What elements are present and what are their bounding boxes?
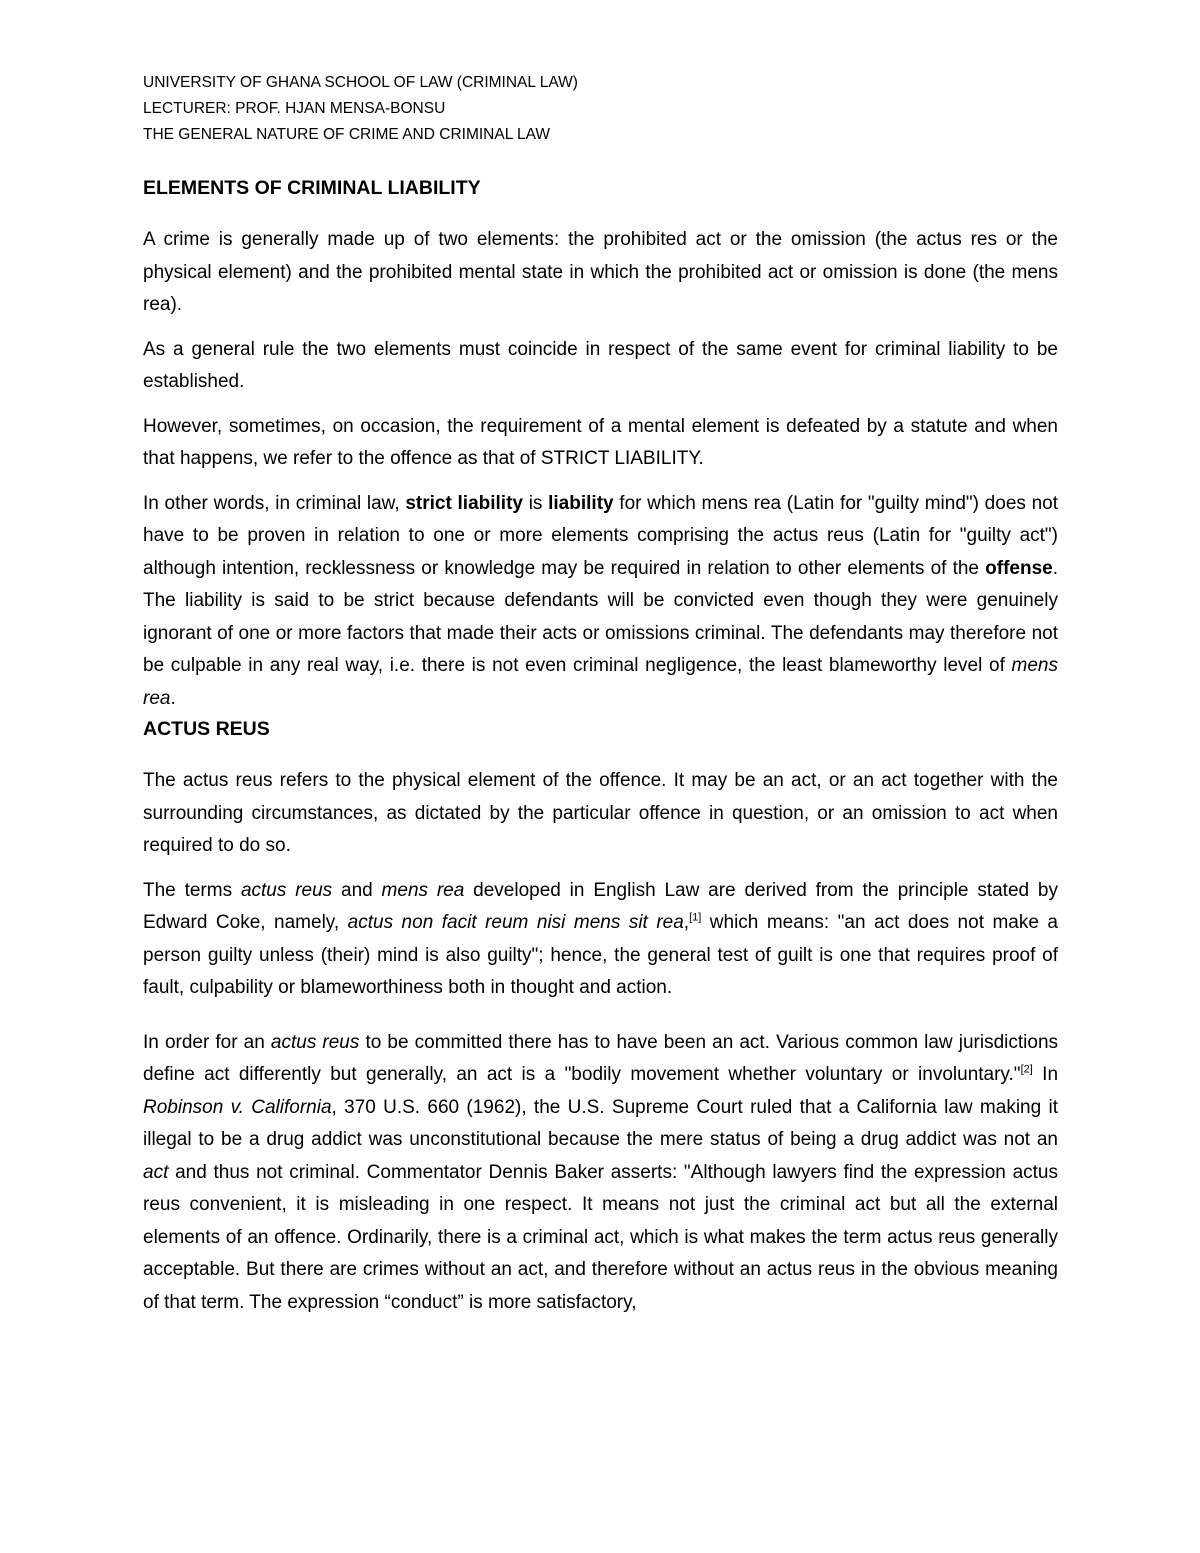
section-heading-elements: ELEMENTS OF CRIMINAL LIABILITY: [143, 177, 481, 199]
paragraph-crime-elements: A crime is generally made up of two elements: the prohibited act or the omission (the actus res or the physical element) and the prohibited mental state in which the prohibited act or omission is done (the mens rea).: [143, 229, 1058, 315]
footnote-ref-1[interactable]: [1]: [689, 911, 702, 924]
section-heading-actus-reus: ACTUS REUS: [143, 718, 270, 740]
document-page: [143, 70, 1058, 1319]
term-offense: offense: [985, 557, 1053, 579]
paragraph-coke-principle: The terms actus reus and mens rea developed in English Law are derived from the principle stated by Edward Coke, namely, actus non facit reum nisi mens sit rea,[1] which means: "an act does not make a person guilty unless (their) mind is also guilty"; hence, the general test of guilt is one that requires proof of fault, culpability or blameworthiness both in thought and action.: [143, 879, 1058, 998]
paragraph-actus-reus-definition: The actus reus refers to the physical element of the offence. It may be an act, or an act together with the surrounding circumstances, as dictated by the particular offence in question, or an omission to act when required to do so.: [143, 770, 1058, 856]
header-topic: THE GENERAL NATURE OF CRIME AND CRIMINAL LAW: [143, 126, 551, 143]
footnote-ref-2[interactable]: [2]: [1020, 1063, 1033, 1076]
term-strict-liability: strict liability: [405, 492, 523, 514]
header-lecturer: LECTURER: PROF. HJAN MENSA-BONSU: [143, 100, 446, 117]
term-liability: liability: [548, 492, 614, 514]
paragraph-strict-liability-intro: However, sometimes, on occasion, the requirement of a mental element is defeated by a statute and when that happens, we refer to the offence as that of STRICT LIABILITY.: [143, 415, 1058, 469]
paragraph-act-requirement: In order for an actus reus to be committed there has to have been an act. Various common law jurisdictions define act differently but generally, an act is a "bodily movement whether voluntary or involuntary."[2] In Robinson v. California, 370 U.S. 660 (1962), the U.S. Supreme Court ruled that a California law making it illegal to be a drug addict was unconstitutional because the mere status of being a drug addict was not an act and thus not criminal. Commentator Dennis Baker asserts: "Although lawyers find the expression actus reus convenient, it is misleading in one respect. It means not just the criminal act but all the external elements of an offence. Ordinarily, there is a criminal act, which is what makes the term actus reus generally acceptable. But there are crimes without an act, and therefore without an actus reus in the obvious meaning of that term. The expression “conduct” is more satisfactory,: [143, 1031, 1059, 1313]
paragraph-coincide: As a general rule the two elements must coincide in respect of the same event for criminal liability to be established.: [143, 338, 1058, 392]
header-institution: UNIVERSITY OF GHANA SCHOOL OF LAW (CRIMINAL LAW): [143, 74, 578, 91]
paragraph-strict-liability-definition: In other words, in criminal law, strict liability is liability for which mens rea (Latin for "guilty mind") does not have to be proven in relation to one or more elements comprising the actus reus (Latin for "guilty act") although intention, recklessness or knowledge may be required in relation to other elements of the offense. The liability is said to be strict because defendants will be convicted even though they were genuinely ignorant of one or more factors that made their acts or omissions criminal. The defendants may therefore not be culpable in any real way, i.e. there is not even criminal negligence, the least blameworthy level of mens rea.: [143, 492, 1059, 709]
